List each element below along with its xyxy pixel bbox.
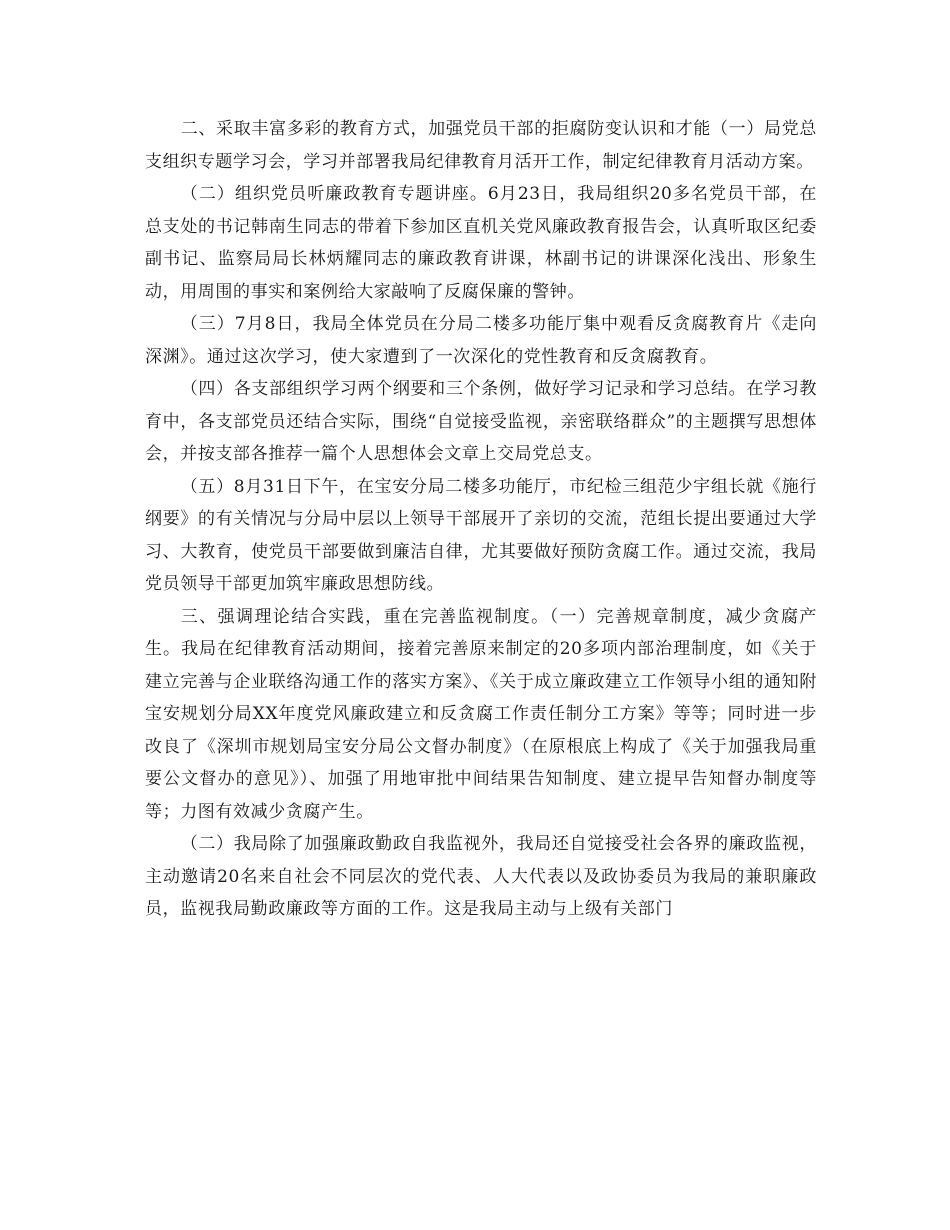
document-body <box>145 113 817 926</box>
paragraph-education-methods: 二、采取丰富多彩的教育方式，加强党员干部的拒腐防变认识和才能（一）局党总支组织专题学习会，学习并部署我局纪律教育月活开工作，制定纪律教育月活动方案。 <box>145 119 817 172</box>
paragraph-lecture: （二）组织党员听廉政教育专题讲座。6月23日，我局组织20多名党员干部，在总支处的书记韩南生同志的带着下参加区直机关党风廉政教育报告会，认真听取区纪委副书记、监察局局长林炳耀同志的廉政教育讲课，林副书记的讲课深化浅出、形象生动，用周围的事实和案例给大家敲响了反腐保廉的警钟。 <box>145 184 817 302</box>
paragraph-study-outlines: （四）各支部组织学习两个纲要和三个条例，做好学习记录和学习总结。在学习教育中，各支部党员还结合实际，围绕“自觉接受监视，亲密联络群众”的主题撰写思想体会，并按支部各推荐一篇个人思想体会文章上交局党总支。 <box>145 379 817 464</box>
paragraph-social-supervision: （二）我局除了加强廉政勤政自我监视外，我局还自觉接受社会各界的廉政监视，主动邀请20名来自社会不同层次的党代表、人大代表以及政协委员为我局的兼职廉政员，监视我局勤政廉政等方面的工作。这是我局主动与上级有关部门 <box>145 834 817 919</box>
paragraph-film-viewing: （三）7月8日，我局全体党员在分局二楼多功能厅集中观看反贪腐教育片《走向深渊》。通过这次学习，使大家遭到了一次深化的党性教育和反贪腐教育。 <box>145 314 817 367</box>
paragraph-supervision-system: 三、强调理论结合实践，重在完善监视制度。（一）完善规章制度，减少贪腐产生。我局在纪律教育活动期间，接着完善原来制定的20多项内部治理制度，如《关于建立完善与企业联络沟通工作的落实方案》、《关于成立廉政建立工作领导小组的通知附宝安规划分局XX年度党风廉政建立和反贪腐工作责任制分工方案》等等；同时进一步改良了《深圳市规划局宝安分局公文督办制度》（在原根底上构成了《关于加强我局重要公文督办的意见》）、加强了用地审批中间结果告知制度、建立提早告知督办制度等等；力图有效减少贪腐产生。 <box>145 606 817 822</box>
paragraph-exchange-meeting: （五）8月31日下午，在宝安分局二楼多功能厅，市纪检三组范少宇组长就《施行纲要》的有关情况与分局中层以上领导干部展开了亲切的交流，范组长提出要通过大学习、大教育，使党员干部要做到廉洁自律，尤其要做好预防贪腐工作。通过交流，我局党员领导干部更加筑牢廉政思想防线。 <box>145 476 817 594</box>
